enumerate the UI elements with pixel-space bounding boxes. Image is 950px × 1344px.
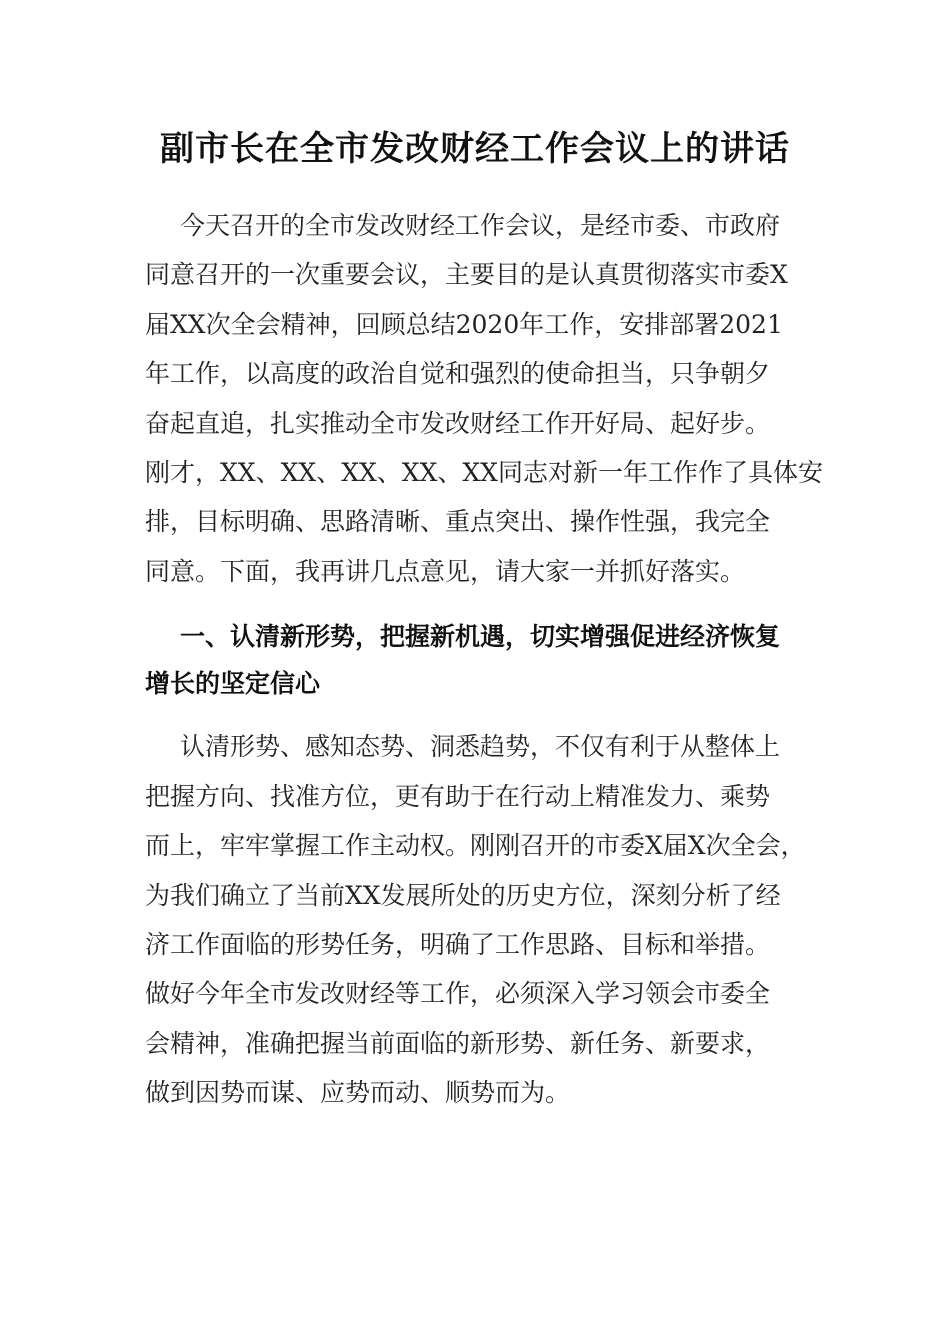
paragraph-line: 届XX次全会精神，回顾总结2020年工作，安排部署2021 <box>145 310 783 339</box>
paragraph-line: 同意召开的一次重要会议，主要目的是认真贯彻落实市委X <box>145 260 788 289</box>
paragraph-line: 会精神，准确把握当前面临的新形势、新任务、新要求， <box>145 1029 771 1058</box>
paragraph-line: 今天召开的全市发改财经工作会议，是经市委、市政府 <box>180 211 781 240</box>
document-title: 副市长在全市发改财经工作会议上的讲话 <box>160 129 790 169</box>
paragraph-line: 做到因势而谋、应势而动、顺势而为。 <box>145 1078 571 1107</box>
paragraph-line: 把握方向、找准方位，更有助于在行动上精准发力、乘势 <box>145 782 771 811</box>
paragraph-line: 做好今年全市发改财经等工作，必须深入学习领会市委全 <box>145 979 771 1008</box>
paragraph-line: 同意。下面，我再讲几点意见，请大家一并抓好落实。 <box>145 557 746 586</box>
paragraph-line: 为我们确立了当前XX发展所处的历史方位，深刻分析了经 <box>145 881 781 910</box>
paragraph-line: 济工作面临的形势任务，明确了工作思路、目标和举措。 <box>145 930 771 959</box>
paragraph-line: 而上，牢牢掌握工作主动权。刚刚召开的市委X届X次全会， <box>145 831 806 860</box>
paragraph-line: 奋起直追，扎实推动全市发改财经工作开好局、起好步。 <box>145 409 771 438</box>
paragraph-line: 刚才，XX、XX、XX、XX、XX同志对新一年工作作了具体安 <box>145 458 823 487</box>
section-heading-line: 增长的坚定信心 <box>145 669 321 698</box>
paragraph-line: 排，目标明确、思路清晰、重点突出、操作性强，我完全 <box>145 507 771 536</box>
paragraph-line: 年工作，以高度的政治自觉和强烈的使命担当，只争朝夕 <box>145 359 771 388</box>
section-heading-line: 一、认清新形势，把握新机遇，切实增强促进经济恢复 <box>180 622 781 651</box>
paragraph-line: 认清形势、感知态势、洞悉趋势，不仅有利于从整体上 <box>180 732 781 761</box>
